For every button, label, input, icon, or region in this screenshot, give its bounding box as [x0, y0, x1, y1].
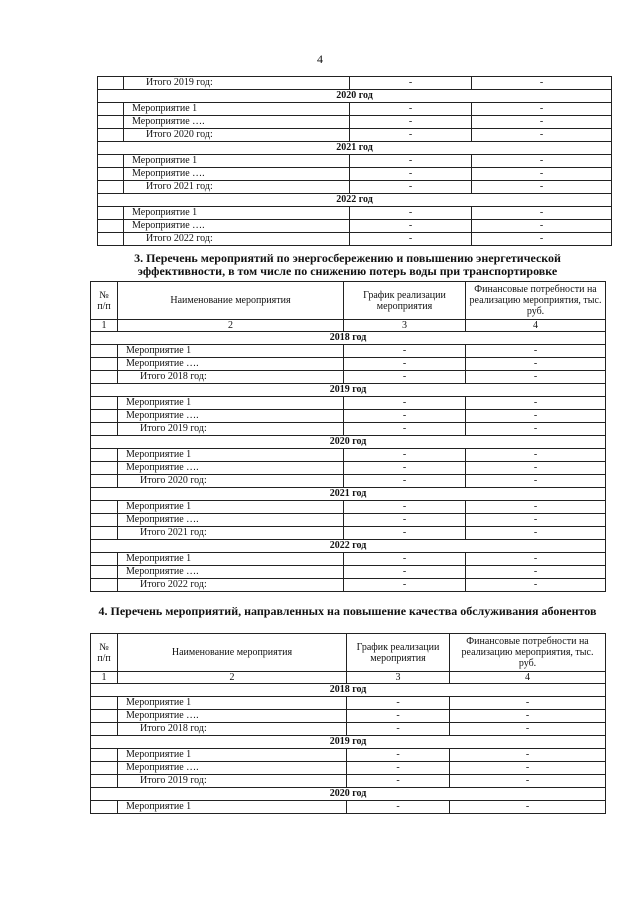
schedule-cell: - — [347, 775, 450, 788]
finance-cell: - — [450, 723, 606, 736]
finance-cell: - — [466, 410, 606, 423]
schedule-cell: - — [350, 207, 472, 220]
year-row — [91, 436, 606, 449]
year-row — [91, 384, 606, 397]
measure-name: Мероприятие 1 — [118, 397, 344, 410]
table-row — [98, 103, 612, 116]
finance-cell: - — [466, 423, 606, 436]
measure-name: Мероприятие …. — [124, 220, 350, 233]
measure-name: Итого 2020 год: — [124, 129, 350, 142]
year-label: 2019 год — [91, 736, 606, 749]
table-header-row — [91, 282, 606, 320]
row-number — [91, 749, 118, 762]
header-name: Наименование мероприятия — [118, 634, 347, 672]
measure-name: Мероприятие 1 — [118, 553, 344, 566]
table-row — [91, 762, 606, 775]
finance-cell: - — [466, 345, 606, 358]
column-number-row — [91, 320, 606, 332]
measure-name: Мероприятие 1 — [124, 103, 350, 116]
year-row — [91, 736, 606, 749]
row-number — [91, 423, 118, 436]
finance-cell: - — [466, 566, 606, 579]
finance-cell: - — [472, 181, 612, 194]
year-label: 2020 год — [91, 436, 606, 449]
column-number: 1 — [91, 320, 118, 332]
row-number — [91, 723, 118, 736]
table-row — [91, 397, 606, 410]
measure-name: Мероприятие 1 — [124, 207, 350, 220]
measure-name: Итого 2019 год: — [118, 423, 344, 436]
table-row — [98, 220, 612, 233]
measure-name: Итого 2021 год: — [118, 527, 344, 540]
table-section-3 — [90, 281, 606, 592]
row-number — [91, 566, 118, 579]
measure-name: Мероприятие …. — [118, 358, 344, 371]
schedule-cell: - — [347, 749, 450, 762]
row-number — [91, 345, 118, 358]
finance-cell: - — [450, 762, 606, 775]
row-number — [98, 207, 124, 220]
measure-name: Мероприятие …. — [124, 116, 350, 129]
table-row — [91, 749, 606, 762]
table-header-row — [91, 634, 606, 672]
schedule-cell: - — [350, 77, 472, 90]
measure-name: Мероприятие …. — [124, 168, 350, 181]
measure-name: Мероприятие 1 — [118, 345, 344, 358]
column-number: 4 — [466, 320, 606, 332]
year-label: 2018 год — [91, 332, 606, 345]
table-row — [98, 207, 612, 220]
row-number — [98, 77, 124, 90]
year-label: 2020 год — [98, 90, 612, 103]
measure-name: Итого 2019 год: — [124, 77, 350, 90]
finance-cell: - — [472, 116, 612, 129]
measure-name: Итого 2019 год: — [118, 775, 347, 788]
total-row — [91, 723, 606, 736]
column-number: 3 — [347, 672, 450, 684]
schedule-cell: - — [344, 514, 466, 527]
year-row — [98, 90, 612, 103]
header-name: Наименование мероприятия — [118, 282, 344, 320]
finance-cell: - — [472, 77, 612, 90]
row-number — [91, 514, 118, 527]
table-row — [91, 801, 606, 814]
row-number — [98, 129, 124, 142]
finance-cell: - — [466, 358, 606, 371]
row-number — [91, 410, 118, 423]
measure-name: Мероприятие 1 — [118, 801, 347, 814]
schedule-cell: - — [344, 423, 466, 436]
year-row — [91, 684, 606, 697]
row-number — [98, 233, 124, 246]
measure-name: Мероприятие …. — [118, 710, 347, 723]
finance-cell: - — [466, 527, 606, 540]
finance-cell: - — [450, 710, 606, 723]
table-row — [91, 553, 606, 566]
schedule-cell: - — [344, 527, 466, 540]
table-row — [91, 449, 606, 462]
finance-cell: - — [466, 553, 606, 566]
table-row — [91, 566, 606, 579]
table-row — [91, 462, 606, 475]
schedule-cell: - — [350, 129, 472, 142]
row-number — [98, 155, 124, 168]
schedule-cell: - — [344, 566, 466, 579]
section-4-title: 4. Перечень мероприятий, направленных на повышение качества обслуживания абонентов — [98, 604, 597, 618]
total-row — [91, 475, 606, 488]
finance-cell: - — [450, 801, 606, 814]
table-row — [91, 358, 606, 371]
schedule-cell: - — [344, 579, 466, 592]
table-section-2-continued — [97, 76, 612, 246]
measure-name: Итого 2018 год: — [118, 723, 347, 736]
column-number: 3 — [344, 320, 466, 332]
finance-cell: - — [472, 207, 612, 220]
row-number — [91, 397, 118, 410]
schedule-cell: - — [347, 801, 450, 814]
page-number: 4 — [317, 52, 323, 66]
schedule-cell: - — [350, 181, 472, 194]
measure-name: Мероприятие 1 — [118, 749, 347, 762]
schedule-cell: - — [350, 168, 472, 181]
schedule-cell: - — [347, 710, 450, 723]
finance-cell: - — [466, 579, 606, 592]
header-schedule: График реализации мероприятия — [344, 282, 466, 320]
row-number — [91, 579, 118, 592]
header-finance: Финансовые потребности на реализацию мероприятия, тыс. руб. — [450, 634, 606, 672]
finance-cell: - — [466, 501, 606, 514]
schedule-cell: - — [350, 233, 472, 246]
finance-cell: - — [466, 449, 606, 462]
finance-cell: - — [466, 514, 606, 527]
year-row — [91, 488, 606, 501]
schedule-cell: - — [344, 397, 466, 410]
total-row — [91, 527, 606, 540]
measure-name: Мероприятие …. — [118, 514, 344, 527]
schedule-cell: - — [344, 345, 466, 358]
schedule-cell: - — [350, 220, 472, 233]
measure-name: Мероприятие …. — [118, 566, 344, 579]
total-row — [98, 233, 612, 246]
row-number — [91, 697, 118, 710]
total-row — [91, 775, 606, 788]
row-number — [91, 710, 118, 723]
year-label: 2021 год — [91, 488, 606, 501]
header-number: № п/п — [91, 282, 118, 320]
column-number: 4 — [450, 672, 606, 684]
column-number-row — [91, 672, 606, 684]
measure-name: Мероприятие …. — [118, 762, 347, 775]
schedule-cell: - — [347, 723, 450, 736]
table-row — [98, 116, 612, 129]
schedule-cell: - — [344, 462, 466, 475]
column-number: 1 — [91, 672, 118, 684]
total-row — [98, 129, 612, 142]
table-row — [91, 697, 606, 710]
schedule-cell: - — [344, 371, 466, 384]
finance-cell: - — [472, 103, 612, 116]
header-schedule: График реализации мероприятия — [347, 634, 450, 672]
schedule-cell: - — [344, 501, 466, 514]
measure-name: Итого 2022 год: — [118, 579, 344, 592]
row-number — [91, 553, 118, 566]
measure-name: Мероприятие 1 — [118, 501, 344, 514]
schedule-cell: - — [344, 410, 466, 423]
row-number — [91, 527, 118, 540]
row-number — [98, 168, 124, 181]
year-label: 2022 год — [98, 194, 612, 207]
table-row — [91, 514, 606, 527]
total-row — [98, 181, 612, 194]
finance-cell: - — [450, 697, 606, 710]
finance-cell: - — [450, 775, 606, 788]
row-number — [98, 220, 124, 233]
year-label: 2018 год — [91, 684, 606, 697]
measure-name: Итого 2018 год: — [118, 371, 344, 384]
table-row — [98, 168, 612, 181]
row-number — [98, 116, 124, 129]
measure-name: Мероприятие …. — [118, 410, 344, 423]
year-row — [98, 194, 612, 207]
row-number — [91, 762, 118, 775]
schedule-cell: - — [347, 762, 450, 775]
schedule-cell: - — [344, 475, 466, 488]
row-number — [91, 801, 118, 814]
column-number: 2 — [118, 672, 347, 684]
schedule-cell: - — [344, 553, 466, 566]
schedule-cell: - — [350, 116, 472, 129]
total-row — [91, 371, 606, 384]
year-row — [91, 332, 606, 345]
finance-cell: - — [472, 233, 612, 246]
table-row — [91, 410, 606, 423]
row-number — [91, 775, 118, 788]
measure-name: Мероприятие 1 — [118, 697, 347, 710]
measure-name: Итого 2021 год: — [124, 181, 350, 194]
finance-cell: - — [472, 168, 612, 181]
schedule-cell: - — [350, 103, 472, 116]
year-label: 2019 год — [91, 384, 606, 397]
section-3-title: 3. Перечень мероприятий по энергосбережению и повышению энергетической эффективности, в том числе по снижению потерь воды при транспортировке — [134, 251, 561, 278]
total-row — [91, 579, 606, 592]
row-number — [91, 475, 118, 488]
year-row — [91, 540, 606, 553]
year-row — [98, 142, 612, 155]
row-number — [98, 103, 124, 116]
finance-cell: - — [466, 475, 606, 488]
measure-name: Итого 2022 год: — [124, 233, 350, 246]
header-finance: Финансовые потребности на реализацию мероприятия, тыс. руб. — [466, 282, 606, 320]
table-row — [98, 155, 612, 168]
row-number — [91, 371, 118, 384]
row-number — [91, 462, 118, 475]
finance-cell: - — [472, 129, 612, 142]
finance-cell: - — [472, 155, 612, 168]
finance-cell: - — [466, 371, 606, 384]
measure-name: Итого 2020 год: — [118, 475, 344, 488]
table-row — [91, 501, 606, 514]
table-section-4 — [90, 633, 606, 814]
total-row — [91, 423, 606, 436]
measure-name: Мероприятие 1 — [124, 155, 350, 168]
year-label: 2021 год — [98, 142, 612, 155]
schedule-cell: - — [344, 358, 466, 371]
finance-cell: - — [472, 220, 612, 233]
schedule-cell: - — [350, 155, 472, 168]
year-row — [91, 788, 606, 801]
row-number — [91, 449, 118, 462]
row-number — [91, 358, 118, 371]
finance-cell: - — [466, 397, 606, 410]
finance-cell: - — [450, 749, 606, 762]
schedule-cell: - — [344, 449, 466, 462]
measure-name: Мероприятие …. — [118, 462, 344, 475]
header-number: № п/п — [91, 634, 118, 672]
year-label: 2020 год — [91, 788, 606, 801]
year-label: 2022 год — [91, 540, 606, 553]
row-number — [98, 181, 124, 194]
table-row — [91, 710, 606, 723]
finance-cell: - — [466, 462, 606, 475]
table-row — [91, 345, 606, 358]
row-number — [91, 501, 118, 514]
schedule-cell: - — [347, 697, 450, 710]
measure-name: Мероприятие 1 — [118, 449, 344, 462]
column-number: 2 — [118, 320, 344, 332]
total-row — [98, 77, 612, 90]
